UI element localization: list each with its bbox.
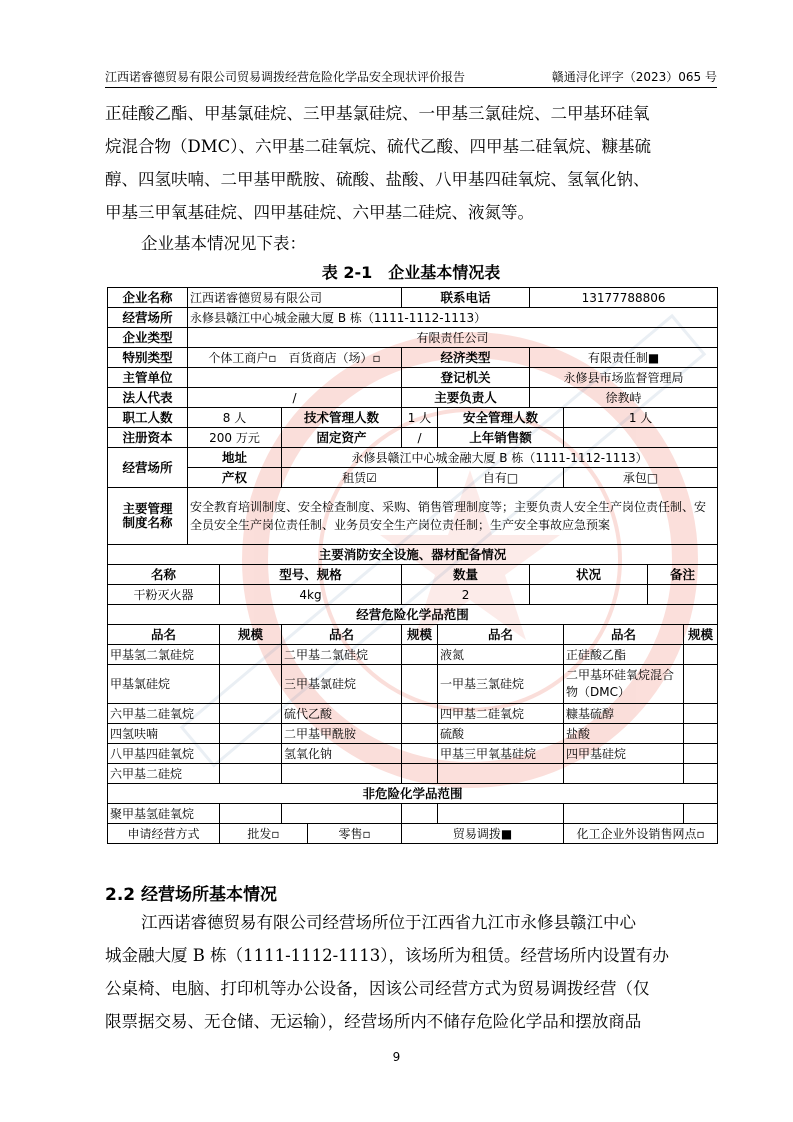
mode-retail: 零售▫	[308, 824, 402, 844]
label-safety-staff: 安全管理人数	[438, 408, 564, 428]
table-row	[108, 744, 718, 764]
chemical-scale	[402, 645, 438, 665]
header-rule	[105, 87, 717, 88]
section-non-hazardous: 非危险化学品范围	[108, 784, 718, 804]
header-product-name: 品名	[282, 625, 402, 645]
chemical-scale	[684, 665, 718, 704]
chemical-scale	[684, 744, 718, 764]
label-fixed-assets: 固定资产	[282, 428, 402, 448]
value-leased: 租赁☑	[282, 468, 438, 488]
mode-trade-transfer: 贸易调拨■	[402, 824, 564, 844]
chemical-scale	[684, 645, 718, 665]
chemical-name: 六甲基二硅烷	[108, 764, 220, 784]
table-row	[108, 468, 718, 488]
label-legal-rep: 法人代表	[108, 388, 188, 408]
intro-line: 甲基三甲氧基硅烷、四甲基硅烷、六甲基二硅烷、液氮等。	[105, 203, 534, 222]
table-row	[108, 724, 718, 744]
header-scale: 规模	[402, 625, 438, 645]
chemical-scale	[684, 704, 718, 724]
table-caption: 表 2-1 企业基本情况表	[321, 263, 501, 282]
value-safety-staff: 1 人	[564, 408, 718, 428]
chemical-name: 甲基氢二氯硅烷	[108, 645, 220, 665]
table-row	[108, 665, 718, 704]
chemical-scale	[402, 744, 438, 764]
label-staff: 职工人数	[108, 408, 188, 428]
value-principal: 徐教峙	[530, 388, 718, 408]
chemical-name: 四氢呋喃	[108, 724, 220, 744]
chemical-scale	[220, 764, 282, 784]
chemical-scale	[220, 744, 282, 764]
body-paragraph	[105, 906, 717, 1038]
label-special-type: 特别类型	[108, 348, 188, 368]
value-owned: 自有□	[438, 468, 564, 488]
value-company-name: 江西诺睿德贸易有限公司	[188, 288, 402, 308]
equipment-model: 4kg	[220, 585, 402, 605]
value-address: 永修县赣江中心城金融大厦 B 栋（1111-1112-1113）	[282, 448, 718, 468]
table-row	[108, 645, 718, 665]
value-special-type: 个体工商户▫ 百货商店（场）▫	[188, 348, 402, 368]
equipment-quantity: 2	[402, 585, 530, 605]
chemical-name: 液氮	[438, 645, 564, 665]
label-business-mode: 申请经营方式	[108, 824, 220, 844]
chemical-scale	[220, 645, 282, 665]
table-row	[108, 368, 718, 388]
table-row	[108, 704, 718, 724]
mode-external-sales-outlet: 化工企业外设销售网点▫	[564, 824, 718, 844]
chemical-scale	[220, 665, 282, 704]
table-row	[108, 804, 718, 824]
mode-wholesale: 批发▫	[220, 824, 308, 844]
chemical-name: 糠基硫醇	[564, 704, 684, 724]
section-fire-equipment: 主要消防安全设施、器材配备情况	[108, 545, 718, 565]
header-scale: 规模	[684, 625, 718, 645]
chemical-name: 硫酸	[438, 724, 564, 744]
intro-line: 正硅酸乙酯、甲基氯硅烷、三甲基氯硅烷、一甲基三氯硅烷、二甲基环硅氧	[105, 104, 650, 123]
label-address: 地址	[188, 448, 282, 468]
non-chemical-name	[564, 804, 684, 824]
value-supervisor	[188, 368, 402, 388]
non-chemical-scale	[684, 804, 718, 824]
equipment-condition	[530, 585, 648, 605]
chemical-scale	[684, 764, 718, 784]
body-line: 限票据交易、无仓储、无运输），经营场所内不储存危险化学品和摆放商品	[105, 1012, 642, 1031]
chemical-name: 二甲基二氯硅烷	[282, 645, 402, 665]
chemical-name	[438, 764, 564, 784]
table-row	[108, 408, 718, 428]
chemical-scale	[402, 764, 438, 784]
equipment-remarks	[648, 585, 718, 605]
intro-lead: 企业基本情况见下表：	[141, 234, 306, 253]
chemical-name: 一甲基三氯硅烷	[438, 665, 564, 704]
table-row	[108, 428, 718, 448]
chemical-name: 六甲基二硅氧烷	[108, 704, 220, 724]
value-company-type: 有限责任公司	[188, 328, 718, 348]
chemical-scale	[402, 704, 438, 724]
table-row	[108, 545, 718, 565]
label-last-year-sales: 上年销售额	[438, 428, 564, 448]
label-registered-capital: 注册资本	[108, 428, 188, 448]
chemical-scale	[402, 724, 438, 744]
intro-paragraph	[105, 97, 717, 259]
table-row	[108, 328, 718, 348]
header-product-name: 品名	[438, 625, 564, 645]
page-header	[105, 66, 717, 86]
chemical-scale	[684, 724, 718, 744]
body-line: 江西诺睿德贸易有限公司经营场所位于江西省九江市永修县赣江中心	[141, 913, 636, 932]
chemical-name: 氢氧化钠	[282, 744, 402, 764]
header-quantity: 数量	[402, 565, 530, 585]
value-economic-type: 有限责任制■	[530, 348, 718, 368]
label-economic-type: 经济类型	[402, 348, 530, 368]
label-registration-authority: 登记机关	[402, 368, 530, 388]
section-heading: 2.2 经营场所基本情况	[105, 885, 278, 905]
chemical-scale	[402, 665, 438, 704]
label-property-right: 产权	[188, 468, 282, 488]
page-number: 9	[392, 1050, 401, 1064]
enterprise-info-table	[107, 287, 718, 844]
header-report-title: 江西诺睿德贸易有限公司贸易调拨经营危险化学品安全现状评价报告	[105, 70, 466, 84]
section-hazardous-chemicals: 经营危险化学品范围	[108, 605, 718, 625]
value-tech-staff: 1 人	[402, 408, 438, 428]
value-contracted: 承包□	[564, 468, 718, 488]
table-row	[108, 585, 718, 605]
value-phone: 13177788806	[530, 288, 718, 308]
header-remarks: 备注	[648, 565, 718, 585]
value-staff: 8 人	[188, 408, 282, 428]
body-line: 城金融大厦 B 栋（1111-1112-1113），该场所为租赁。经营场所内设置有办	[105, 946, 669, 965]
table-row	[108, 488, 718, 545]
table-row	[108, 348, 718, 368]
header-product-name: 品名	[564, 625, 684, 645]
header-model-spec: 型号、规格	[220, 565, 402, 585]
header-equipment-name: 名称	[108, 565, 220, 585]
table-row	[108, 605, 718, 625]
label-management-systems	[108, 488, 188, 545]
non-chemical-name	[438, 804, 564, 824]
intro-line: 醇、四氢呋喃、二甲基甲酰胺、硫酸、盐酸、八甲基四硅氧烷、氢氧化钠、	[105, 170, 650, 189]
chemical-name	[282, 764, 402, 784]
label-company-type: 企业类型	[108, 328, 188, 348]
header-condition: 状况	[530, 565, 648, 585]
table-row	[108, 565, 718, 585]
chemical-name: 甲基氯硅烷	[108, 665, 220, 704]
chemical-scale	[220, 704, 282, 724]
value-registered-capital: 200 万元	[188, 428, 282, 448]
chemical-name	[564, 764, 684, 784]
chemical-name: 二甲基甲酰胺	[282, 724, 402, 744]
value-last-year-sales	[564, 428, 718, 448]
chemical-name: 甲基三甲氧基硅烷	[438, 744, 564, 764]
value-registration-authority: 永修县市场监督管理局	[530, 368, 718, 388]
chemical-name: 四甲基硅烷	[564, 744, 684, 764]
chemical-name: 正硅酸乙酯	[564, 645, 684, 665]
header-scale: 规模	[220, 625, 282, 645]
label-premises-detail: 经营场所	[108, 448, 188, 488]
table-row	[108, 448, 718, 468]
non-chemical-scale	[220, 804, 282, 824]
non-chemical-name	[282, 804, 402, 824]
value-legal-rep: /	[188, 388, 402, 408]
label-supervisor: 主管单位	[108, 368, 188, 388]
chemical-name: 硫代乙酸	[282, 704, 402, 724]
label-management-systems-text: 主要管理 制度名称	[122, 501, 173, 530]
non-chemical-scale	[402, 804, 438, 824]
chemical-name: 八甲基四硅氧烷	[108, 744, 220, 764]
table-row	[108, 625, 718, 645]
chemical-name: 三甲基氯硅烷	[282, 665, 402, 704]
chemical-name: 二甲基环硅氧烷混合物（DMC）	[564, 665, 684, 704]
label-premises: 经营场所	[108, 308, 188, 328]
label-tech-staff: 技术管理人数	[282, 408, 402, 428]
value-management-systems: 安全教育培训制度、安全检查制度、采购、销售管理制度等；主要负责人安全生产岗位责任制、安全员安全生产岗位责任制、业务员安全生产岗位责任制；生产安全事故应急预案	[188, 488, 718, 545]
table-row	[108, 784, 718, 804]
value-premises: 永修县赣江中心城金融大厦 B 栋（1111-1112-1113）	[188, 308, 718, 328]
value-fixed-assets: /	[402, 428, 438, 448]
equipment-name: 干粉灭火器	[108, 585, 220, 605]
chemical-name: 盐酸	[564, 724, 684, 744]
body-line: 公桌椅、电脑、打印机等办公设备，因该公司经营方式为贸易调拨经营（仅	[105, 979, 650, 998]
intro-line: 烷混合物（DMC）、六甲基二硅氧烷、硫代乙酸、四甲基二硅氧烷、糠基硫	[105, 137, 651, 156]
table-row	[108, 288, 718, 308]
table-row	[108, 308, 718, 328]
chemical-scale	[220, 724, 282, 744]
label-company-name: 企业名称	[108, 288, 188, 308]
table-row	[108, 388, 718, 408]
non-chemical-name: 聚甲基氢硅氧烷	[108, 804, 220, 824]
label-principal: 主要负责人	[402, 388, 530, 408]
header-product-name: 品名	[108, 625, 220, 645]
table-row	[108, 824, 718, 844]
chemical-name: 四甲基二硅氧烷	[438, 704, 564, 724]
header-report-number: 赣通浔化评字（2023）065 号	[551, 70, 717, 84]
table-row	[108, 764, 718, 784]
label-phone: 联系电话	[402, 288, 530, 308]
